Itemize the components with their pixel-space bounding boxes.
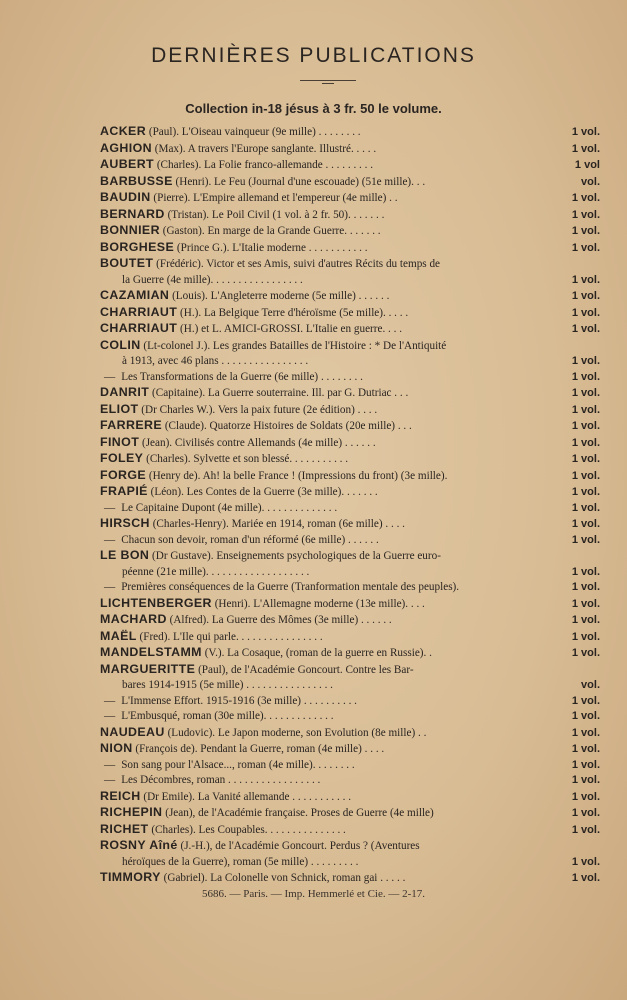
publication-entry [100, 338, 600, 370]
publication-entry [100, 141, 600, 158]
publication-entry [100, 174, 600, 191]
entry-volume-count: 1 vol. [571, 581, 600, 593]
publication-entry [100, 305, 600, 322]
entry-volume-count: 1 vol. [571, 370, 600, 383]
entry-volume-count: 1 vol. [571, 241, 600, 254]
entry-author: MAËL [100, 628, 137, 643]
entry-volume-count: 1 vol. [571, 387, 600, 399]
publication-entry [100, 451, 600, 468]
entry-author: LE BON [100, 548, 150, 562]
entry-author: BAUDIN [100, 190, 151, 204]
entry-author: CHARRIAUT [100, 304, 178, 319]
publication-entry [100, 694, 600, 710]
entry-title: (Lt-colonel J.). Les grandes Batailles de l'Histoire : * De l'Antiquité [143, 339, 447, 352]
entry-title: L'Immense Effort. 1915-1916 (3e mille) . . . . . . . . . . [121, 694, 357, 707]
publication-entry [100, 501, 600, 517]
publication-entry [100, 533, 600, 549]
entry-volume-count: vol. [581, 175, 600, 188]
entry-title: (Paul). L'Oiseau vainqueur (9e mille) . . . . . . . . [148, 126, 361, 138]
entry-volume-count: 1 vol. [571, 273, 600, 286]
entry-title: (Charles). Sylvette et son blessé. . . . . . . . . . . [146, 453, 349, 465]
entry-title: (Jean). Civilisés contre Allemands (4e mille) . . . . . . [141, 436, 376, 449]
publication-entry [100, 838, 600, 870]
publication-entry [100, 662, 600, 694]
title-divider [300, 80, 356, 81]
publication-entry [100, 124, 600, 141]
publication-entry [100, 725, 600, 742]
publication-entry [100, 709, 600, 725]
publication-entry [100, 484, 600, 501]
entry-title: (H.). La Belgique Terre d'héroïsme (5e mille). . . . . [180, 306, 409, 319]
entry-title: Les Transformations de la Guerre (6e mille) . . . . . . . . [121, 370, 363, 383]
entry-title: (Gaston). En marge de la Grande Guerre. . . . . . . [162, 225, 381, 237]
entry-volume-count: 1 vol. [571, 126, 600, 138]
entry-volume-count: 1 vol. [571, 403, 600, 416]
entry-title: (Dr Emile). La Vanité allemande . . . . . . . . . . . [143, 790, 351, 803]
publication-entry [100, 758, 600, 774]
entry-author: BONNIER [100, 223, 160, 237]
entry-author: AUBERT [100, 157, 155, 171]
entry-volume-count: 1 vol. [571, 855, 600, 868]
publication-entry [100, 612, 600, 629]
entry-title: (Louis). L'Angleterre moderne (5e mille) . . . . . . [172, 290, 390, 302]
publication-entry [100, 223, 600, 240]
collection-subtitle: Collection in-18 jésus à 3 fr. 50 le volume. [185, 101, 442, 116]
entry-author: NION [100, 741, 133, 755]
entry-volume-count: 1 vol. [571, 306, 600, 319]
entry-volume-count: 1 vol. [571, 726, 600, 739]
entry-title: Chacun son devoir, roman d'un réformé (6e mille) . . . . . . [121, 533, 379, 546]
entry-title: (François de). Pendant la Guerre, roman (4e mille) . . . . [135, 743, 385, 755]
entry-author: BOUTET [100, 256, 154, 270]
entry-title: (Charles). Les Coupables. . . . . . . . . . . . . . . [151, 823, 346, 836]
entry-author: COLIN [100, 337, 141, 352]
entry-volume-count: 1 vol. [571, 208, 600, 221]
publication-entry [100, 207, 600, 224]
publication-entry [100, 580, 600, 596]
entry-volume-count: 1 vol. [571, 192, 600, 204]
publication-entry [100, 596, 600, 613]
entry-author: AGHION [100, 140, 152, 155]
entry-title: (Léon). Les Contes de la Guerre (3e mille). . . . . . . [150, 486, 378, 498]
entry-author: ELIOT [100, 401, 139, 416]
entry-title: Les Décombres, roman . . . . . . . . . . . . . . . . . [121, 774, 321, 786]
publication-entry [100, 548, 600, 580]
publication-entry [100, 190, 600, 207]
publication-entry [100, 418, 600, 435]
entry-volume-count: 1 vol. [571, 872, 600, 884]
entry-author: RICHEPIN [100, 805, 163, 819]
entry-author: TIMMORY [100, 870, 161, 884]
publication-entry [100, 805, 600, 822]
entry-title: (Paul), de l'Académie Goncourt. Contre les Bar- [198, 663, 414, 676]
entry-author: FARRERE [100, 418, 163, 432]
entry-title: (Charles). La Folie franco-allemande . . . . . . . . . [156, 159, 374, 171]
entry-title: (Alfred). La Guerre des Mômes (3e mille) . . . . . . [169, 614, 392, 626]
entry-volume-count: 1 vol. [571, 807, 600, 819]
publication-entry [100, 370, 600, 386]
entry-title: (Frédéric). Victor et ses Amis, suivi d'autres Récits du temps de [156, 258, 441, 270]
publication-entry [100, 288, 600, 305]
entry-title: (Gabriel). La Colonelle von Schnick, roman gai . . . . . [163, 872, 406, 884]
entry-volume-count: 1 vol. [571, 420, 600, 432]
entry-volume-count: 1 vol. [571, 565, 600, 578]
publication-entry [100, 741, 600, 758]
publication-entry [100, 240, 600, 257]
publication-entry [100, 256, 600, 288]
publication-entry [100, 645, 600, 662]
entry-title: (Fred). L'Ile qui parle. . . . . . . . . . . . . . . . [139, 630, 323, 643]
entry-volume-count: 1 vol. [571, 486, 600, 498]
entry-volume-count: 1 vol. [571, 501, 600, 514]
entry-title: (Jean), de l'Académie française. Proses de Guerre (4e mille) [165, 807, 434, 819]
publication-entry [100, 157, 600, 174]
entry-author: NAUDEAU [100, 724, 165, 739]
entry-title: L'Embusqué, roman (30e mille). . . . . . . . . . . . . [121, 710, 334, 722]
entry-title: (Pierre). L'Empire allemand et l'empereur (4e mille) . . [153, 192, 398, 204]
publication-list [100, 124, 600, 887]
entry-title: (Tristan). Le Poil Civil (1 vol. à 2 fr. 50). . . . . . . [167, 208, 385, 221]
entry-author: ACKER [100, 124, 147, 138]
entry-volume-count: 1 vol. [571, 533, 600, 546]
entry-title: (Dr Charles W.). Vers la paix future (2e édition) . . . . [141, 403, 378, 416]
entry-title: (Capitaine). La Guerre souterraine. Ill. par G. Dutriac . . . [152, 387, 409, 399]
publication-entry [100, 516, 600, 533]
entry-author: MARGUERITTE [100, 661, 196, 676]
entry-author: CAZAMIAN [100, 288, 170, 302]
entry-author: ROSNY Aîné [100, 838, 178, 852]
publication-entry [100, 321, 600, 338]
publication-entry [100, 870, 600, 887]
entry-ditto-dash: — [104, 710, 116, 722]
entry-author: FOLEY [100, 451, 144, 465]
entry-author: BARBUSSE [100, 173, 173, 188]
publication-entry [100, 773, 600, 789]
entry-title: Premières conséquences de la Guerre (Tranformation mentale des peuples). [121, 581, 460, 593]
publication-entry [100, 402, 600, 419]
entry-volume-count: 1 vol [574, 159, 600, 171]
publication-entry [100, 789, 600, 806]
entry-volume-count: 1 vol. [571, 743, 600, 755]
entry-title: (Claude). Quatorze Histoires de Soldats (20e mille) . . . [164, 420, 412, 432]
entry-author: BERNARD [100, 206, 165, 221]
entry-title-continued: la Guerre (4e mille). . . . . . . . . . . . . . . . . [122, 273, 303, 286]
entry-title: (Prince G.). L'Italie moderne . . . . . . . . . . . [176, 241, 368, 254]
entry-title-continued: héroïques de la Guerre), roman (5e mille) . . . . . . . . . [122, 855, 359, 868]
entry-volume-count: 1 vol. [571, 142, 600, 155]
entry-title: (Henri). L'Allemagne moderne (13e mille). . . . [214, 597, 425, 610]
entry-title: (H.) et L. AMICI-GROSSI. L'Italie en guerre. . . . [180, 323, 403, 335]
publication-entry [100, 435, 600, 452]
entry-ditto-dash: — [104, 581, 116, 593]
page-title: DERNIÈRES PUBLICATIONS [151, 44, 476, 67]
entry-volume-count: 1 vol. [571, 355, 600, 367]
entry-author: FINOT [100, 434, 140, 449]
entry-title: (Henri). Le Feu (Journal d'une escouade) (51e mille). . . [175, 175, 426, 188]
entry-volume-count: 1 vol. [571, 323, 600, 335]
entry-volume-count: 1 vol. [571, 436, 600, 449]
entry-title-continued: péenne (21e mille). . . . . . . . . . . . . . . . . . . [122, 565, 310, 578]
entry-volume-count: 1 vol. [571, 630, 600, 643]
entry-volume-count: 1 vol. [571, 518, 600, 530]
printer-footer: 5686. — Paris. — Imp. Hemmerlé et Cie. — 2-17. [201, 888, 426, 900]
entry-volume-count: 1 vol. [571, 290, 600, 302]
entry-ditto-dash: — [104, 774, 116, 786]
entry-title: (V.). La Cosaque, (roman de la guerre en Russie). . [204, 647, 432, 659]
entry-author: LICHTENBERGER [100, 595, 212, 610]
entry-author: MANDELSTAMM [100, 645, 202, 659]
entry-author: FORGE [100, 467, 147, 482]
entry-volume-count: 1 vol. [571, 823, 600, 836]
entry-volume-count: 1 vol. [571, 790, 600, 803]
entry-volume-count: 1 vol. [571, 469, 600, 482]
entry-volume-count: 1 vol. [571, 774, 600, 786]
entry-title: Son sang pour l'Alsace..., roman (4e mille). . . . . . . . [121, 758, 355, 771]
entry-author: MACHARD [100, 612, 167, 626]
entry-ditto-dash: — [104, 758, 116, 771]
entry-title: (J.-H.), de l'Académie Goncourt. Perdus ? (Aventures [180, 840, 420, 852]
entry-title: Le Capitaine Dupont (4e mille). . . . . . . . . . . . . . [121, 501, 338, 514]
entry-volume-count: 1 vol. [571, 614, 600, 626]
publication-entry [100, 629, 600, 646]
entry-author: HIRSCH [100, 516, 150, 530]
entry-title: (Charles-Henry). Mariée en 1914, roman (6e mille) . . . . [152, 518, 405, 530]
entry-ditto-dash: — [104, 501, 116, 514]
publication-entry [100, 385, 600, 402]
entry-volume-count: vol. [581, 679, 600, 691]
entry-title: (Ludovic). Le Japon moderne, son Evolution (8e mille) . . [167, 726, 427, 739]
entry-author: RICHET [100, 821, 149, 836]
entry-title: (Henry de). Ah! la belle France ! (Impressions du front) (3e mille). [148, 469, 448, 482]
entry-ditto-dash: — [104, 370, 116, 383]
entry-ditto-dash: — [104, 694, 116, 707]
entry-author: REICH [100, 788, 141, 803]
publication-entry [100, 822, 600, 839]
entry-title: (Dr Gustave). Enseignements psychologiques de la Guerre euro- [152, 550, 441, 562]
entry-author: CHARRIAUT [100, 321, 178, 335]
entry-volume-count: 1 vol. [571, 694, 600, 707]
entry-volume-count: 1 vol. [571, 597, 600, 610]
entry-volume-count: 1 vol. [571, 710, 600, 722]
entry-title: (Max). A travers l'Europe sanglante. Illustré. . . . . [154, 142, 377, 155]
entry-volume-count: 1 vol. [571, 225, 600, 237]
entry-volume-count: 1 vol. [571, 453, 600, 465]
entry-title-continued: bares 1914-1915 (5e mille) . . . . . . . . . . . . . . . . [122, 679, 333, 691]
entry-volume-count: 1 vol. [571, 647, 600, 659]
entry-volume-count: 1 vol. [571, 758, 600, 771]
entry-author: BORGHESE [100, 239, 175, 254]
entry-author: DANRIT [100, 385, 150, 399]
entry-title-continued: à 1913, avec 46 plans . . . . . . . . . . . . . . . . [122, 355, 309, 367]
entry-author: FRAPIÉ [100, 484, 148, 498]
entry-ditto-dash: — [104, 533, 116, 546]
publication-entry [100, 468, 600, 485]
